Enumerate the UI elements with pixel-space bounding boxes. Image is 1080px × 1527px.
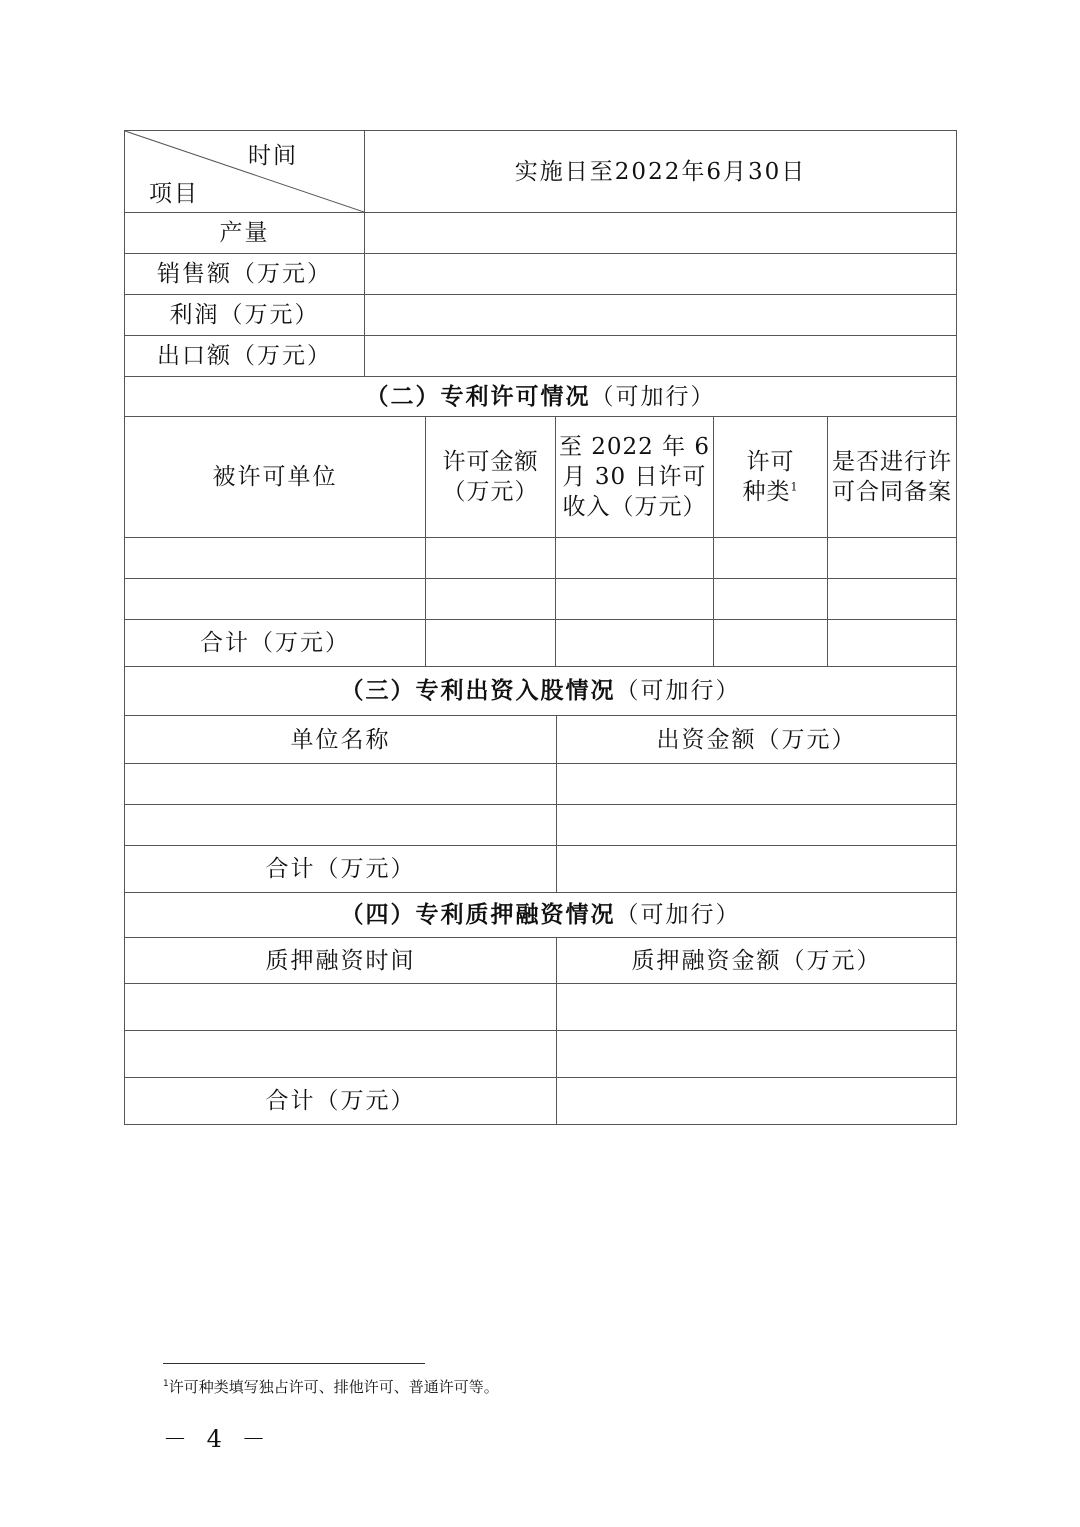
footnote-ref: 1 xyxy=(790,480,799,494)
section4-total-label: 合计（万元） xyxy=(125,1078,557,1125)
section3-title xyxy=(125,667,957,716)
table-row xyxy=(125,579,957,620)
input-cell[interactable] xyxy=(557,764,957,805)
value-cell-sales[interactable] xyxy=(365,254,957,295)
input-cell[interactable] xyxy=(426,579,556,620)
row-label-profit: 利润（万元） xyxy=(125,295,365,336)
section2-total-label: 合计（万元） xyxy=(125,620,426,667)
col-license-income xyxy=(556,417,714,538)
section4-title-note: （可加行） xyxy=(615,902,741,928)
col-investment-amount: 出资金额（万元） xyxy=(557,716,957,764)
col-license-amount-l2: （万元） xyxy=(442,479,539,505)
table-row xyxy=(125,620,957,667)
input-cell[interactable] xyxy=(426,620,556,667)
input-cell[interactable] xyxy=(557,984,957,1031)
section4-title xyxy=(125,893,957,938)
col-license-income-l2: 月 30 日许可 xyxy=(562,464,707,490)
value-cell-output[interactable] xyxy=(365,213,957,254)
input-cell[interactable] xyxy=(714,538,828,579)
section3-title-note: （可加行） xyxy=(615,678,741,704)
input-cell[interactable] xyxy=(556,538,714,579)
input-cell[interactable] xyxy=(714,579,828,620)
patent-report-table xyxy=(124,130,957,1125)
footnote-divider xyxy=(163,1363,425,1364)
section2-title xyxy=(125,377,957,417)
footnote xyxy=(163,1376,499,1397)
section2-title-text: （二）专利许可情况 xyxy=(365,382,591,410)
input-cell[interactable] xyxy=(556,620,714,667)
col-license-income-l3: 收入（万元） xyxy=(562,494,707,520)
input-cell[interactable] xyxy=(125,538,426,579)
table-row xyxy=(125,984,957,1031)
input-cell[interactable] xyxy=(426,538,556,579)
table-row xyxy=(125,538,957,579)
col-license-type-l2: 种类 xyxy=(742,479,791,505)
col-unit-name: 单位名称 xyxy=(125,716,557,764)
input-cell[interactable] xyxy=(828,620,957,667)
section3-title-text: （三）专利出资入股情况 xyxy=(340,677,616,704)
col-contract-filing-l2: 可合同备案 xyxy=(832,479,953,505)
col-license-type-l1: 许可 xyxy=(746,449,795,475)
section2-title-note: （可加行） xyxy=(590,383,716,410)
row-label-output: 产量 xyxy=(125,213,365,254)
table-row xyxy=(125,1031,957,1078)
time-label: 时间 xyxy=(248,143,298,169)
col-license-type xyxy=(714,417,828,538)
value-cell-export[interactable] xyxy=(365,336,957,377)
col-license-amount xyxy=(426,417,556,538)
input-cell[interactable] xyxy=(557,805,957,846)
input-cell[interactable] xyxy=(125,805,557,846)
section4-title-text: （四）专利质押融资情况 xyxy=(340,901,616,928)
diagonal-header-cell xyxy=(125,131,365,213)
footnote-marker: 1 xyxy=(163,1379,169,1389)
item-label: 项目 xyxy=(149,181,199,207)
col-license-income-l1: 至 2022 年 6 xyxy=(558,434,711,460)
input-cell[interactable] xyxy=(714,620,828,667)
input-cell[interactable] xyxy=(557,1078,957,1125)
period-header: 实施日至2022年6月30日 xyxy=(365,131,957,213)
table-row xyxy=(125,846,957,893)
input-cell[interactable] xyxy=(557,846,957,893)
value-cell-profit[interactable] xyxy=(365,295,957,336)
col-pledge-time: 质押融资时间 xyxy=(125,938,557,984)
input-cell[interactable] xyxy=(828,579,957,620)
input-cell[interactable] xyxy=(828,538,957,579)
table-row xyxy=(125,805,957,846)
input-cell[interactable] xyxy=(125,984,557,1031)
section3-total-label: 合计（万元） xyxy=(125,846,557,893)
col-licensee: 被许可单位 xyxy=(125,417,426,538)
table-row xyxy=(125,764,957,805)
input-cell[interactable] xyxy=(557,1031,957,1078)
input-cell[interactable] xyxy=(125,764,557,805)
input-cell[interactable] xyxy=(125,1031,557,1078)
page-number: － 4 － xyxy=(163,1425,272,1453)
input-cell[interactable] xyxy=(125,579,426,620)
row-label-export: 出口额（万元） xyxy=(125,336,365,377)
table-row xyxy=(125,1078,957,1125)
col-license-amount-l1: 许可金额 xyxy=(442,449,539,475)
col-contract-filing xyxy=(828,417,957,538)
col-pledge-amount: 质押融资金额（万元） xyxy=(557,938,957,984)
col-contract-filing-l1: 是否进行许 xyxy=(832,449,953,475)
footnote-text: 许可种类填写独占许可、排他许可、普通许可等。 xyxy=(168,1378,499,1396)
row-label-sales: 销售额（万元） xyxy=(125,254,365,295)
input-cell[interactable] xyxy=(556,579,714,620)
